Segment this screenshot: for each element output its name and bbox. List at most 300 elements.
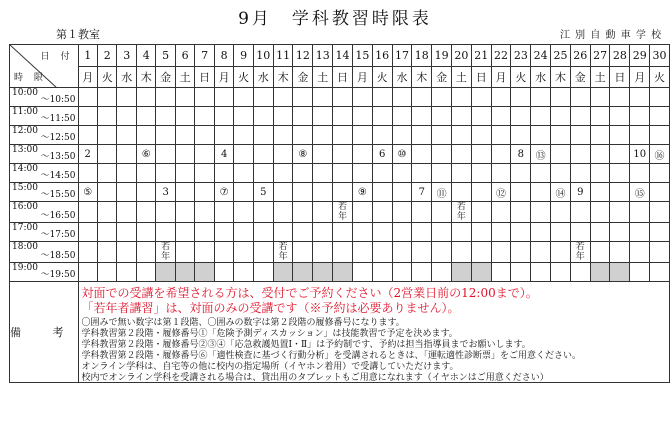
page-title: 9月 学科教習時限表 [238, 9, 432, 29]
schedule-cell [313, 164, 333, 183]
day-number: 26 [570, 45, 590, 67]
schedule-cell [117, 183, 136, 202]
schedule-cell [630, 126, 650, 145]
weekday-label: 木 [412, 67, 432, 88]
period-time [10, 107, 79, 126]
schedule-cell [333, 88, 353, 107]
schedule-cell [531, 164, 551, 183]
schedule-cell [97, 126, 116, 145]
schedule-cell [293, 242, 313, 263]
weekday-label: 火 [650, 67, 670, 88]
weekday-label: 土 [175, 67, 194, 88]
schedule-cell [372, 145, 392, 164]
schedule-cell [392, 242, 412, 263]
youth-course-mark: 若年 [161, 242, 171, 262]
schedule-cell [352, 107, 372, 126]
schedule-cell [195, 164, 214, 183]
schedule-cell [175, 126, 194, 145]
schedule-cell [234, 263, 253, 282]
youth-course-mark: 若年 [575, 242, 585, 262]
schedule-cell [117, 126, 136, 145]
schedule-cell [650, 88, 670, 107]
schedule-cell [78, 126, 97, 145]
period-row [10, 164, 670, 183]
weekday-label: 火 [511, 67, 531, 88]
schedule-cell [570, 202, 590, 223]
note-line: 学科教習第２段階・履修番号②③④「応急救護処置Ⅰ・Ⅱ」は予約制です、予約は担当指導員までお願いします。 [81, 340, 531, 350]
schedule-cell [195, 183, 214, 202]
schedule-cell [313, 263, 333, 282]
schedule-cell [195, 242, 214, 263]
schedule-cell [293, 126, 313, 145]
schedule-cell [511, 145, 531, 164]
schedule-cell [136, 126, 155, 145]
schedule-cell [214, 126, 233, 145]
lesson-number: 5 [260, 186, 267, 198]
schedule-cell [313, 183, 333, 202]
schedule-cell [412, 183, 432, 202]
schedule-cell [372, 107, 392, 126]
schedule-cell [511, 126, 531, 145]
schedule-cell [491, 126, 511, 145]
period-start: 14:00 [12, 164, 38, 174]
schedule-cell [273, 107, 293, 126]
schedule-cell [511, 223, 531, 242]
schedule-cell [451, 88, 471, 107]
schedule-cell [253, 242, 273, 263]
day-number: 7 [195, 45, 214, 67]
schedule-cell [253, 183, 273, 202]
schedule-cell [234, 107, 253, 126]
schedule-cell [551, 107, 571, 126]
schedule-cell [78, 145, 97, 164]
schedule-cell [117, 164, 136, 183]
schedule-cell [175, 242, 194, 263]
schedule-cell [253, 145, 273, 164]
period-time [10, 126, 79, 145]
schedule-cell [511, 263, 531, 282]
schedule-cell [117, 223, 136, 242]
lesson-number: ⑧ [298, 148, 308, 160]
schedule-cell [97, 183, 116, 202]
schedule-cell [333, 242, 353, 263]
schedule-cell [630, 164, 650, 183]
schedule-cell [78, 263, 97, 282]
period-time [10, 145, 79, 164]
schedule-cell [432, 242, 452, 263]
day-number: 25 [551, 45, 571, 67]
schedule-cell [117, 202, 136, 223]
schedule-cell [333, 263, 353, 282]
period-row [10, 126, 670, 145]
day-number: 3 [117, 45, 136, 67]
lesson-number: ⑩ [397, 148, 407, 160]
day-number: 19 [432, 45, 452, 67]
schedule-cell [156, 242, 175, 263]
schedule-cell [590, 223, 610, 242]
schedule-cell [491, 183, 511, 202]
schedule-cell [471, 126, 491, 145]
schedule-cell [136, 88, 155, 107]
schedule-cell [156, 164, 175, 183]
date-header-label: 日 付 [40, 52, 74, 62]
schedule-cell [293, 145, 313, 164]
day-number: 16 [372, 45, 392, 67]
schedule-cell [78, 223, 97, 242]
schedule-cell [175, 183, 194, 202]
schedule-cell [352, 242, 372, 263]
period-end: ～14:50 [40, 171, 76, 181]
schedule-cell [451, 126, 471, 145]
weekday-label: 火 [97, 67, 116, 88]
schedule-cell [293, 183, 313, 202]
schedule-cell [333, 164, 353, 183]
period-row [10, 242, 670, 263]
schedule-cell [273, 202, 293, 223]
schedule-cell [511, 242, 531, 263]
lesson-number: 9 [577, 186, 584, 198]
weekday-label: 水 [117, 67, 136, 88]
weekday-label: 木 [136, 67, 155, 88]
schedule-cell [551, 242, 571, 263]
schedule-cell [511, 183, 531, 202]
note-line: 学科教習第２段階・履修番号①「危険予測ディスカッション」は技能教習で予定を決めます。 [81, 329, 458, 339]
schedule-cell [97, 107, 116, 126]
schedule-cell [156, 183, 175, 202]
schedule-cell [214, 263, 233, 282]
day-number: 23 [511, 45, 531, 67]
weekday-row [10, 67, 670, 88]
lesson-number: ⑨ [357, 186, 367, 198]
schedule-cell [234, 242, 253, 263]
notes-row [10, 282, 670, 383]
schedule-cell [471, 164, 491, 183]
schedule-cell [551, 263, 571, 282]
weekday-label: 土 [590, 67, 610, 88]
schedule-cell [551, 202, 571, 223]
schedule-cell [471, 145, 491, 164]
schedule-cell [451, 183, 471, 202]
schedule-cell [253, 263, 273, 282]
lesson-number: ⑮ [634, 188, 645, 200]
schedule-cell [570, 107, 590, 126]
schedule-cell [432, 126, 452, 145]
schedule-cell [333, 202, 353, 223]
lesson-number: ⑭ [555, 188, 566, 200]
schedule-cell [551, 164, 571, 183]
note-line: 校内でオンライン学科を受講される場合は、貸出用のタブレットもご用意になれます（イヤホンはご用意ください） [81, 373, 549, 383]
schedule-cell [610, 202, 630, 223]
schedule-cell [293, 202, 313, 223]
schedule-table [9, 44, 670, 383]
schedule-cell [471, 242, 491, 263]
schedule-cell [253, 107, 273, 126]
schedule-cell [136, 242, 155, 263]
schedule-cell [432, 164, 452, 183]
schedule-cell [214, 223, 233, 242]
schedule-cell [451, 107, 471, 126]
period-row [10, 88, 670, 107]
schedule-cell [491, 164, 511, 183]
schedule-cell [392, 126, 412, 145]
lesson-number: ⑥ [141, 148, 151, 160]
period-start: 10:00 [12, 88, 38, 98]
day-number: 17 [392, 45, 412, 67]
schedule-cell [293, 263, 313, 282]
weekday-label: 火 [372, 67, 392, 88]
schedule-cell [392, 145, 412, 164]
schedule-cell [392, 183, 412, 202]
date-row [10, 45, 670, 67]
day-number: 15 [352, 45, 372, 67]
schedule-cell [313, 223, 333, 242]
schedule-cell [630, 263, 650, 282]
schedule-cell [156, 223, 175, 242]
schedule-cell [451, 223, 471, 242]
schedule-cell [511, 202, 531, 223]
schedule-cell [630, 107, 650, 126]
youth-course-mark: 若年 [456, 202, 466, 222]
schedule-cell [471, 183, 491, 202]
schedule-cell [117, 242, 136, 263]
youth-course-mark: 若年 [338, 202, 348, 222]
period-row [10, 223, 670, 242]
schedule-cell [551, 126, 571, 145]
schedule-cell [412, 88, 432, 107]
lesson-number: 6 [378, 148, 386, 160]
schedule-cell [432, 183, 452, 202]
schedule-cell [610, 164, 630, 183]
period-end: ～11:50 [40, 114, 76, 124]
day-number: 21 [471, 45, 491, 67]
schedule-cell [214, 202, 233, 223]
weekday-label: 木 [551, 67, 571, 88]
weekday-label: 金 [432, 67, 452, 88]
schedule-cell [333, 126, 353, 145]
schedule-cell [372, 164, 392, 183]
day-number: 18 [412, 45, 432, 67]
schedule-cell [234, 202, 253, 223]
reservation-notice: 対面での受講を希望される方は、受付でご予約ください（2営業日前の12:00まで）。 [81, 286, 538, 300]
schedule-cell [372, 183, 392, 202]
schedule-cell [650, 126, 670, 145]
schedule-cell [570, 126, 590, 145]
schedule-cell [531, 183, 551, 202]
period-end: ～17:50 [40, 230, 76, 240]
schedule-cell [511, 164, 531, 183]
schedule-cell [570, 263, 590, 282]
schedule-cell [650, 183, 670, 202]
schedule-cell [372, 242, 392, 263]
schedule-cell [136, 263, 155, 282]
weekday-label: 日 [333, 67, 353, 88]
schedule-cell [630, 223, 650, 242]
schedule-cell [491, 88, 511, 107]
schedule-cell [78, 202, 97, 223]
period-start: 11:00 [12, 107, 38, 117]
day-number: 1 [78, 45, 97, 67]
schedule-cell [570, 145, 590, 164]
schedule-cell [136, 107, 155, 126]
schedule-cell [392, 164, 412, 183]
period-row [10, 107, 670, 126]
weekday-label: 水 [531, 67, 551, 88]
schedule-cell [610, 223, 630, 242]
period-row [10, 145, 670, 164]
schedule-cell [352, 88, 372, 107]
lesson-number: ⑫ [496, 188, 507, 200]
schedule-cell [175, 263, 194, 282]
schedule-cell [273, 223, 293, 242]
schedule-cell [590, 126, 610, 145]
schedule-cell [451, 202, 471, 223]
schedule-cell [570, 223, 590, 242]
notes-content [78, 282, 670, 383]
schedule-cell [234, 183, 253, 202]
schedule-cell [531, 202, 551, 223]
schedule-cell [214, 164, 233, 183]
schedule-cell [551, 88, 571, 107]
schedule-cell [491, 107, 511, 126]
schedule-cell [214, 145, 233, 164]
schedule-cell [412, 223, 432, 242]
schedule-cell [590, 183, 610, 202]
period-time [10, 263, 79, 282]
schedule-cell [412, 242, 432, 263]
schedule-cell [352, 145, 372, 164]
schedule-cell [97, 223, 116, 242]
lesson-number: 3 [162, 186, 169, 198]
weekday-label: 月 [214, 67, 233, 88]
schedule-cell [352, 126, 372, 145]
room-label: 第１教室 [56, 28, 100, 41]
schedule-cell [531, 145, 551, 164]
schedule-cell [333, 145, 353, 164]
note-line: オンライン学科は、自宅等の他に校内の指定場所（イヤホン着用）で受講していただけます。 [81, 362, 459, 372]
schedule-cell [293, 223, 313, 242]
schedule-cell [590, 202, 610, 223]
schedule-cell [156, 145, 175, 164]
schedule-cell [293, 88, 313, 107]
schedule-cell [471, 107, 491, 126]
schedule-cell [214, 242, 233, 263]
schedule-cell [333, 223, 353, 242]
schedule-cell [630, 183, 650, 202]
schedule-cell [610, 242, 630, 263]
schedule-cell [451, 164, 471, 183]
schedule-cell [195, 263, 214, 282]
schedule-cell [551, 145, 571, 164]
schedule-cell [195, 202, 214, 223]
schedule-cell [392, 202, 412, 223]
schedule-cell [412, 126, 432, 145]
schedule-cell [590, 107, 610, 126]
schedule-cell [412, 202, 432, 223]
schedule-cell [175, 202, 194, 223]
schedule-cell [78, 88, 97, 107]
schedule-cell [156, 88, 175, 107]
day-number: 22 [491, 45, 511, 67]
schedule-cell [610, 126, 630, 145]
schedule-cell [432, 202, 452, 223]
schedule-cell [432, 107, 452, 126]
period-start: 15:00 [12, 183, 38, 193]
schedule-cell [491, 223, 511, 242]
schedule-cell [253, 223, 273, 242]
schedule-cell [630, 88, 650, 107]
schedule-cell [273, 263, 293, 282]
period-time [10, 88, 79, 107]
schedule-cell [372, 202, 392, 223]
schedule-cell [392, 107, 412, 126]
schedule-cell [293, 107, 313, 126]
schedule-cell [117, 88, 136, 107]
period-start: 17:00 [12, 223, 38, 233]
day-number: 6 [175, 45, 194, 67]
schedule-cell [551, 183, 571, 202]
schedule-cell [78, 242, 97, 263]
schedule-cell [451, 263, 471, 282]
day-number: 5 [156, 45, 175, 67]
lesson-number: 7 [418, 186, 425, 198]
schedule-cell [531, 223, 551, 242]
schedule-cell [97, 88, 116, 107]
lesson-number: ⑯ [654, 150, 665, 162]
schedule-cell [136, 164, 155, 183]
schedule-cell [195, 107, 214, 126]
period-start: 12:00 [12, 126, 38, 136]
schedule-cell [234, 126, 253, 145]
schedule-cell [432, 223, 452, 242]
schedule-cell [214, 183, 233, 202]
schedule-cell [352, 164, 372, 183]
schedule-cell [234, 164, 253, 183]
schedule-cell [471, 223, 491, 242]
period-start: 16:00 [12, 202, 38, 212]
weekday-label: 水 [253, 67, 273, 88]
school-name: 江 別 自 動 車 学 校 [560, 30, 663, 41]
schedule-cell [471, 202, 491, 223]
schedule-cell [471, 88, 491, 107]
weekday-label: 金 [570, 67, 590, 88]
lesson-number: ⑪ [436, 188, 447, 200]
schedule-cell [273, 183, 293, 202]
day-number: 29 [630, 45, 650, 67]
weekday-label: 土 [313, 67, 333, 88]
schedule-cell [570, 88, 590, 107]
lesson-number: ⑦ [219, 186, 229, 198]
note-line: 〇囲みで無い数字は第１段階、〇囲みの数字は第２段階の履修番号になります。 [81, 318, 405, 328]
schedule-cell [195, 126, 214, 145]
schedule-cell [97, 202, 116, 223]
period-end: ～12:50 [40, 133, 76, 143]
youth-course-mark: 若年 [278, 242, 288, 262]
schedule-cell [313, 126, 333, 145]
day-number: 10 [253, 45, 273, 67]
schedule-cell [491, 202, 511, 223]
lesson-number: 8 [517, 148, 525, 160]
schedule-cell [610, 88, 630, 107]
schedule-cell [175, 88, 194, 107]
schedule-cell [234, 145, 253, 164]
weekday-label: 日 [195, 67, 214, 88]
schedule-cell [78, 164, 97, 183]
schedule-cell [412, 263, 432, 282]
schedule-cell [313, 202, 333, 223]
schedule-cell [313, 145, 333, 164]
schedule-cell [590, 164, 610, 183]
day-number: 8 [214, 45, 233, 67]
